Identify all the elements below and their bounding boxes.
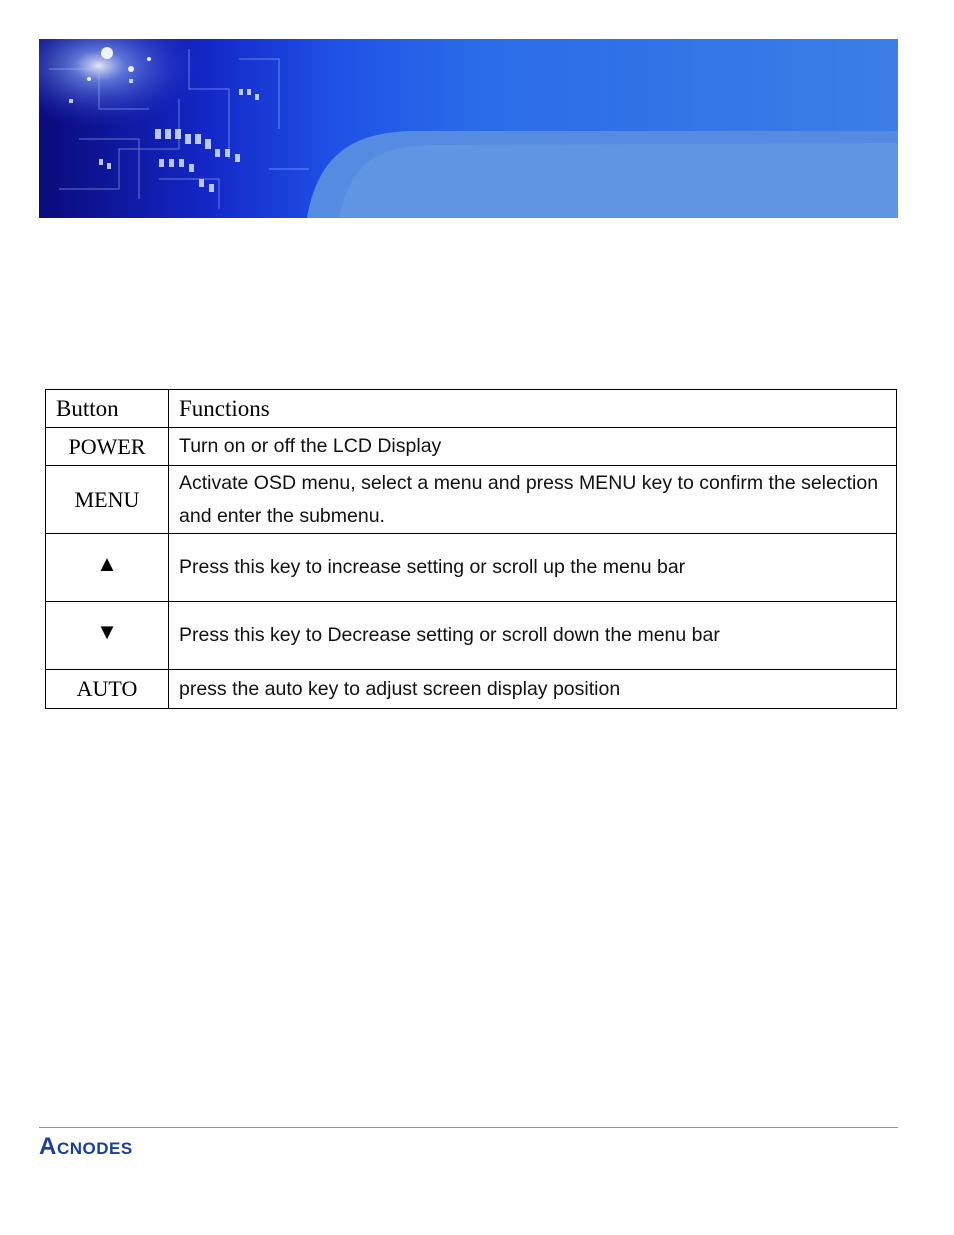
button-power: POWER — [46, 428, 169, 466]
function-menu: Activate OSD menu, select a menu and press MENU key to confirm the selection and enter the submenu. — [169, 466, 897, 534]
header-banner — [39, 39, 898, 218]
acnodes-logo-icon — [39, 1133, 199, 1159]
footer-divider — [39, 1127, 898, 1128]
acnodes-logo — [39, 1133, 199, 1164]
function-up: Press this key to increase setting or scroll up the menu bar — [169, 534, 897, 602]
up-arrow-icon: ▲ — [96, 550, 118, 576]
header-functions: Functions — [169, 390, 897, 428]
button-up — [46, 534, 169, 602]
function-auto: press the auto key to adjust screen display position — [169, 670, 897, 709]
table-row — [46, 670, 897, 709]
svg-text:A: A — [39, 1133, 57, 1159]
circuit-board-image — [39, 39, 898, 218]
table-row — [46, 602, 897, 670]
header-button: Button — [46, 390, 169, 428]
button-menu: MENU — [46, 466, 169, 534]
table-header-row — [46, 390, 897, 428]
svg-text:CNODES: CNODES — [57, 1139, 133, 1158]
table-row — [46, 466, 897, 534]
button-functions-table — [45, 389, 897, 709]
button-auto: AUTO — [46, 670, 169, 709]
table-row — [46, 534, 897, 602]
button-down — [46, 602, 169, 670]
function-down: Press this key to Decrease setting or scroll down the menu bar — [169, 602, 897, 670]
table-row — [46, 428, 897, 466]
function-power: Turn on or off the LCD Display — [169, 428, 897, 466]
down-arrow-icon: ▼ — [96, 618, 118, 644]
